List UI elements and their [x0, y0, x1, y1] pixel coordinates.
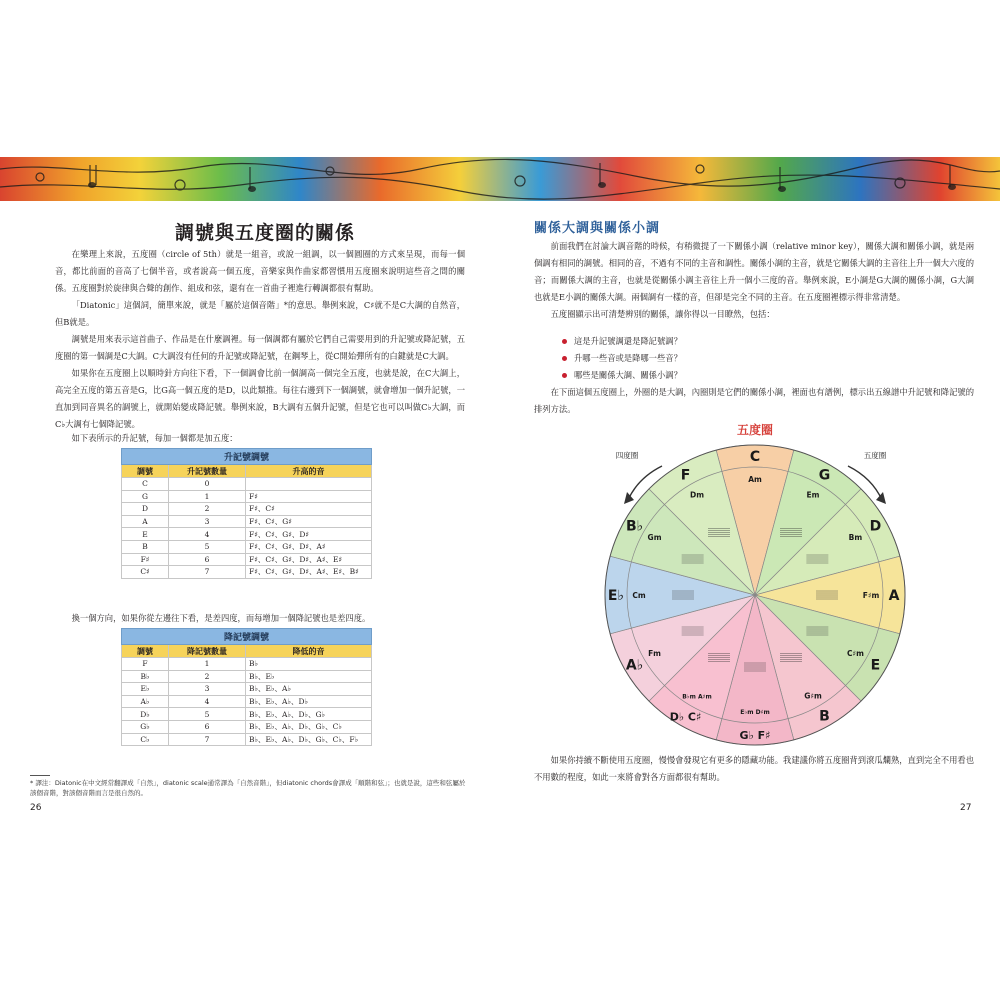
table-row [122, 528, 372, 541]
table-cell: 2 [169, 503, 246, 516]
fourths-label: 四度圈 [615, 451, 639, 460]
table-cell: E♭ [122, 683, 169, 696]
column-header: 升記號數量 [169, 465, 246, 478]
banner-artwork [0, 157, 1000, 201]
table-cell: C♭ [122, 733, 169, 746]
list-item: 這是升記號調還是降記號調？ [560, 333, 682, 350]
paragraph: 在樂理上來說，五度圈（circle of 5th）就是一組音，或說一組調，以一個圓圈的方式來呈現，而每一個音，都比前面的音高了七個半音，或者說高一個五度，音樂家與作曲家都習慣用五度圈來說明這些音之間的關係。五度圈對於旋律與合聲的創作、組成和弦，還有在一首曲子裡進行轉調都很有幫助。 [55, 249, 465, 293]
closing-paragraph [534, 752, 974, 786]
table-cell: 3 [169, 683, 246, 696]
flat-key-table [121, 628, 372, 746]
minor-key-label: Fm [648, 649, 662, 658]
after-bullets [534, 384, 974, 418]
table-row [122, 733, 372, 746]
arrowhead [624, 492, 634, 504]
major-key-label: E [870, 657, 881, 674]
minor-key-label: Em [806, 490, 820, 500]
minor-key-label: Am [748, 475, 762, 484]
table-cell: C [122, 478, 169, 491]
table-row [122, 478, 372, 491]
table-cell [246, 478, 372, 491]
table-cell: 7 [169, 566, 246, 579]
table-cell: 1 [169, 658, 246, 671]
paragraph: 調號是用來表示這首曲子、作品是在什麼調裡。每一個調都有屬於它們自己需要用到的升記號或降記號，五度圈的第一個調是C大調。C大調沒有任何的升記號或降記號，在鋼琴上，從C開始彈所有的白鍵就是C大調。 [55, 334, 465, 361]
minor-key-label: Bm [848, 533, 863, 542]
page-number-right: 27 [960, 803, 972, 813]
table-cell: A [122, 515, 169, 528]
flat-intro [55, 610, 465, 627]
intro-paragraphs [55, 246, 465, 433]
table-cell: B [122, 540, 169, 553]
table-row [122, 503, 372, 516]
major-key-label: G♭ F♯ [739, 729, 771, 742]
table-row [122, 670, 372, 683]
table-caption: 升記號調號 [122, 449, 372, 465]
table-row [122, 708, 372, 721]
major-key-label: D [869, 518, 882, 535]
arrowhead [876, 492, 886, 504]
table-row [122, 695, 372, 708]
major-key-label: D♭ C♯ [669, 710, 702, 724]
table-cell: G [122, 490, 169, 503]
minor-key-label: Cm [632, 591, 646, 600]
table-cell: F♯ [122, 553, 169, 566]
table-cell: 6 [169, 553, 246, 566]
table-row [122, 515, 372, 528]
column-header: 降低的音 [246, 645, 372, 658]
table-cell: F♯ [246, 490, 372, 503]
table-cell: C♯ [122, 566, 169, 579]
minor-key-label: E♭m D♯m [740, 709, 770, 716]
column-header: 降記號數量 [169, 645, 246, 658]
table-cell: 6 [169, 720, 246, 733]
table-cell: F♯、C♯、G♯、D♯、A♯、E♯ [246, 553, 372, 566]
table-cell: B♭、E♭、A♭、D♭、G♭ [246, 708, 372, 721]
major-key-label: B♭ [625, 518, 644, 535]
table-cell: 1 [169, 490, 246, 503]
major-key-label: A♭ [625, 657, 644, 674]
sharp-intro-text: 如下表所示的升記號，每加一個都是加五度： [71, 433, 238, 443]
table-cell: B♭、E♭、A♭ [246, 683, 372, 696]
table-cell: B♭、E♭、A♭、D♭、G♭、C♭ [246, 720, 372, 733]
table-row [122, 566, 372, 579]
table-row [122, 553, 372, 566]
minor-key-label: F♯m [862, 591, 880, 600]
minor-key-label: Dm [689, 490, 705, 500]
page-title: 調號與五度圈的關係 [174, 222, 355, 244]
table-cell: 4 [169, 528, 246, 541]
fifths-label: 五度圈 [863, 451, 887, 460]
table-cell: 4 [169, 695, 246, 708]
flat-intro-text: 換一個方向，如果你從左邊往下看，是差四度，而每增加一個降記號也是差四度。 [71, 613, 371, 623]
list-item: 哪些是關係大調、關係小調？ [560, 367, 682, 384]
sharp-key-table [121, 448, 372, 579]
column-header: 調號 [122, 465, 169, 478]
minor-key-label: B♭m A♯m [682, 693, 712, 701]
sharp-intro [55, 430, 465, 447]
table-cell: G♭ [122, 720, 169, 733]
major-key-label: C [749, 449, 761, 465]
table-cell: F♯、C♯、G♯、D♯ [246, 528, 372, 541]
page-number-left: 26 [30, 803, 42, 813]
minor-key-label: G♯m [804, 691, 822, 701]
major-key-label: A [888, 588, 900, 604]
table-row [122, 658, 372, 671]
table-row [122, 490, 372, 503]
paragraph: 前面我們在討論大調音階的時候，有稍微提了一下關係小調（relative minor key），關係大調和關係小調，就是兩個調有相同的調號。相同的音，不過有不同的主音和調性。關係小調的主音，就是它關係大調的主音往上升一個大六度的音；而關係大調的主音，也就是從關係小調主音往上升一個小三度的音。舉例來說，E小調是G大調的關係小調，G大調也就是E小調的關係大調。兩個調有一樣的音，但卻是完全不同的主音。在五度圈裡標示得非常清楚。 [534, 241, 974, 302]
table-cell: 5 [169, 708, 246, 721]
minor-key-label: Gm [647, 533, 662, 542]
major-key-label: B [819, 708, 830, 725]
bullet-list [560, 333, 682, 384]
column-header: 調號 [122, 645, 169, 658]
table-cell: F♯、C♯ [246, 503, 372, 516]
table-cell: B♭、E♭、A♭、D♭、G♭、C♭、F♭ [246, 733, 372, 746]
right-paragraphs [534, 238, 974, 323]
table-row [122, 720, 372, 733]
decorative-banner [0, 157, 1000, 201]
table-cell: 2 [169, 670, 246, 683]
table-cell: F♯、C♯、G♯、D♯、A♯、E♯、B♯ [246, 566, 372, 579]
section-title: 關係大調與關係小調 [534, 221, 661, 236]
major-key-label: F [680, 467, 691, 484]
table-cell: E [122, 528, 169, 541]
paragraph: 在下面這個五度圈上，外圈的是大調，內圈則是它們的關係小調，裡面也有譜例，標示出五線譜中升記號和降記號的排列方法。 [534, 387, 974, 414]
table-row [122, 540, 372, 553]
paragraph: 如果你在五度圈上以順時針方向往下看，下一個調會比前一個調高一個完全五度，也就是說，在C大調上，高完全五度的第五音是G，比G高一個五度的是D，以此類推。每往右邊到下一個調號，就會增加一個升記號，一直加到同音異名的調號上，就開始變成降記號。舉例來說，B大調有五個升記號，但是它也可以叫做C♭大調，而C♭大調有七個降記號。 [55, 368, 465, 429]
minor-key-label: C♯m [846, 649, 864, 658]
table-cell: 0 [169, 478, 246, 491]
major-key-label: E♭ [607, 588, 625, 604]
table-cell: F [122, 658, 169, 671]
footnote: * 譯注：Diatonic在中文經常翻譯成「自然」，diatonic scale通常譯為「自然音階」，但diatonic chords會譯成「順階和弦」；也就是說，這些和弦屬於該個音階，對該個音階而言是很自然的。 [30, 779, 466, 797]
footnote-rule [30, 775, 50, 776]
table-caption: 降記號調號 [122, 629, 372, 645]
major-key-label: G [818, 467, 831, 484]
column-header: 升高的音 [246, 465, 372, 478]
table-cell: 3 [169, 515, 246, 528]
table-cell: D♭ [122, 708, 169, 721]
table-cell: B♭ [246, 658, 372, 671]
circle-of-fifths-diagram [590, 420, 920, 750]
table-cell: B♭、E♭、A♭、D♭ [246, 695, 372, 708]
paragraph: 「Diatonic」這個詞，簡單來說，就是「屬於這個音階」*的意思。舉例來說，C♯就不是C大調的自然音，但B就是。 [55, 300, 465, 327]
table-cell: D [122, 503, 169, 516]
paragraph: 五度圈顯示出可清楚辨別的關係，讓你得以一目瞭然，包括： [550, 309, 775, 319]
table-cell: F♯、C♯、G♯、D♯、A♯ [246, 540, 372, 553]
list-item: 升哪一些音或是降哪一些音？ [560, 350, 682, 367]
table-row [122, 683, 372, 696]
table-cell: 7 [169, 733, 246, 746]
table-cell: F♯、C♯、G♯ [246, 515, 372, 528]
table-cell: A♭ [122, 695, 169, 708]
paragraph: 如果你持續不斷使用五度圈，慢慢會發現它有更多的隱藏功能。我建議你將五度圈背到滾瓜爛熟，直到完全不用看也不用數的程度，如此一來將會對各方面都很有幫助。 [534, 755, 974, 782]
table-cell: B♭、E♭ [246, 670, 372, 683]
table-cell: 5 [169, 540, 246, 553]
table-cell: B♭ [122, 670, 169, 683]
diagram-title: 五度圈 [736, 423, 774, 437]
